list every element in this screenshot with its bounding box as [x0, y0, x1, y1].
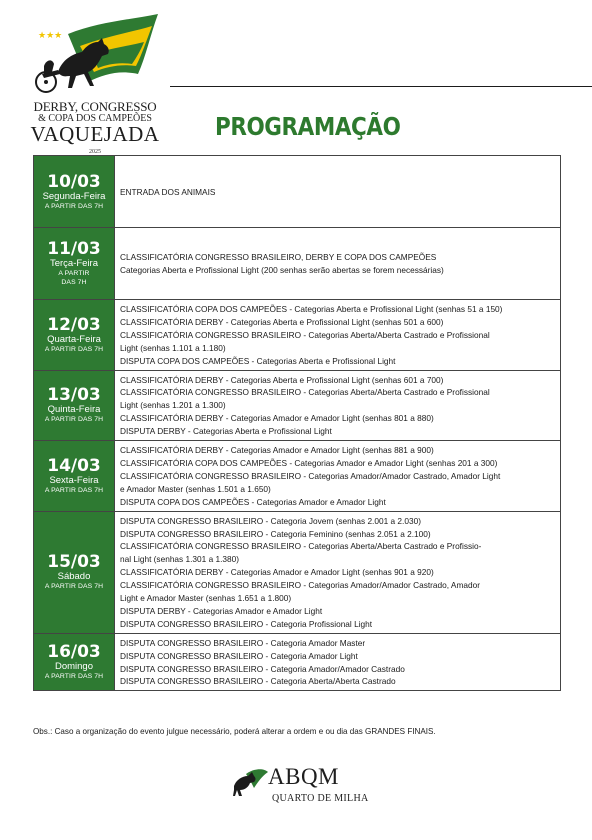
day-date: 16/03 — [47, 642, 101, 663]
event-line: ENTRADA DOS ANIMAIS — [120, 186, 216, 197]
event-line: CLASSIFICATÓRIA DERBY - Categorias Amador e Amador Light (senhas 901 a 920) — [120, 567, 434, 578]
date-cell — [34, 156, 115, 227]
schedule-day-row — [34, 300, 560, 371]
event-line: DISPUTA CONGRESSO BRASILEIRO - Categoria Amador Master — [120, 637, 366, 648]
day-weekday: Segunda-Feira — [42, 190, 106, 202]
day-start-time: A PARTIR DAS 7H — [44, 673, 104, 681]
schedule-day-row — [34, 228, 560, 300]
event-line: CLASSIFICATÓRIA CONGRESSO BRASILEIRO, DERBY E COPA DOS CAMPEÕES — [120, 252, 437, 263]
event-line: Light e Amador Master (senhas 1.651 a 1.800) — [120, 593, 292, 604]
date-cell — [34, 441, 115, 511]
logo-line-vaquejada: VAQUEJADA — [30, 122, 160, 146]
event-line: DISPUTA DERBY - Categorias Aberta e Profissional Light — [120, 426, 332, 437]
date-cell — [34, 512, 115, 633]
event-line: CLASSIFICATÓRIA DERBY - Categorias Amador e Amador Light (senhas 801 a 880) — [120, 413, 434, 424]
event-line: CLASSIFICATÓRIA DERBY - Categorias Amador e Amador Light (senhas 881 a 900) — [120, 445, 434, 456]
event-line: DISPUTA DERBY - Categorias Amador e Amador Light — [120, 605, 323, 616]
event-line: CLASSIFICATÓRIA COPA DOS CAMPEÕES - Categorias Amador e Amador Light (senhas 201 a 300) — [120, 457, 498, 468]
schedule-day-row — [34, 512, 560, 634]
event-line: DISPUTA CONGRESSO BRASILEIRO - Categoria Feminino (senhas 2.051 a 2.100) — [120, 528, 431, 539]
horse-race-logo-icon — [28, 12, 162, 102]
events-cell — [115, 300, 560, 370]
schedule-day-row — [34, 156, 560, 228]
abqm-horse-icon — [232, 766, 268, 796]
event-line: CLASSIFICATÓRIA COPA DOS CAMPEÕES - Categorias Aberta e Profissional Light (senhas 51 a 150) — [120, 304, 503, 314]
day-date: 12/03 — [47, 314, 101, 335]
day-weekday: Quarta-Feira — [47, 333, 101, 345]
day-date: 14/03 — [47, 455, 101, 476]
events-cell — [115, 441, 560, 511]
day-start-time: DAS 7H — [61, 279, 87, 286]
day-weekday: Domingo — [54, 661, 94, 673]
event-line: CLASSIFICATÓRIA CONGRESSO BRASILEIRO - Categorias Aberta/Aberta Castrado e Profissional — [120, 329, 490, 340]
event-line: DISPUTA CONGRESSO BRASILEIRO - Categoria Amador Light — [120, 650, 358, 661]
day-start-time: A PARTIR — [58, 270, 90, 277]
date-cell — [34, 300, 115, 370]
day-date: 11/03 — [47, 239, 101, 259]
event-line: DISPUTA CONGRESSO BRASILEIRO - Categoria Profissional Light — [120, 618, 373, 629]
event-line: DISPUTA COPA DOS CAMPEÕES - Categorias Amador e Amador Light — [120, 496, 386, 507]
day-date: 15/03 — [47, 552, 101, 573]
day-start-time: A PARTIR DAS 7H — [44, 202, 104, 210]
logo-year: 2025 — [89, 149, 101, 155]
abqm-logo-subtitle: QUARTO DE MILHA — [272, 793, 369, 804]
schedule-day-row — [34, 371, 560, 442]
logo-line-derby: DERBY, CONGRESSO — [33, 99, 157, 114]
events-cell — [115, 371, 560, 441]
event-line: DISPUTA CONGRESSO BRASILEIRO - Categoria Amador/Amador Castrado — [120, 663, 405, 674]
schedule-day-row — [34, 634, 560, 692]
day-start-time: A PARTIR DAS 7H — [44, 486, 104, 494]
events-cell — [115, 512, 560, 633]
day-weekday: Quinta-Feira — [47, 404, 101, 416]
svg-text:★★★: ★★★ — [38, 31, 63, 41]
event-line: Categorias Aberta e Profissional Light (200 senhas serão abertas se forem necessárias) — [120, 265, 444, 275]
day-start-time: A PARTIR DAS 7H — [44, 416, 104, 424]
page-title: PROGRAMAÇÃO — [215, 112, 401, 141]
date-cell — [34, 634, 115, 691]
events-cell — [115, 634, 560, 691]
event-line: Light (senhas 1.201 a 1.300) — [120, 400, 226, 411]
day-weekday: Sexta-Feira — [49, 474, 99, 486]
event-line: Light (senhas 1.101 a 1.180) — [120, 342, 226, 353]
header-divider — [170, 86, 592, 87]
day-start-time: A PARTIR DAS 7H — [44, 583, 104, 591]
day-date: 10/03 — [47, 171, 101, 192]
abqm-logo — [232, 762, 369, 814]
event-line: CLASSIFICATÓRIA CONGRESSO BRASILEIRO - Categorias Aberta/Aberta Castrado e Profissional — [120, 387, 490, 398]
event-line: nal Light (senhas 1.301 a 1.380) — [120, 554, 240, 565]
events-cell — [115, 228, 560, 299]
event-line: DISPUTA COPA DOS CAMPEÕES - Categorias Aberta e Profissional Light — [120, 355, 396, 366]
event-line: DISPUTA CONGRESSO BRASILEIRO - Categoria Aberta/Aberta Castrado — [120, 676, 396, 687]
event-logo — [28, 12, 162, 155]
date-cell — [34, 371, 115, 441]
day-start-time: A PARTIR DAS 7H — [44, 345, 104, 353]
event-line: CLASSIFICATÓRIA CONGRESSO BRASILEIRO - Categorias Amador/Amador Castrado, Amador Light — [120, 470, 501, 481]
event-line: CLASSIFICATÓRIA CONGRESSO BRASILEIRO - Categorias Aberta/Aberta Castrado e Profissio- — [120, 541, 482, 552]
schedule-table — [33, 155, 561, 691]
observation-note: Obs.: Caso a organização do evento julgue necessário, poderá alterar a ordem e ou dia das GRANDES FINAIS. — [33, 727, 436, 736]
event-line: e Amador Master (senhas 1.501 a 1.650) — [120, 483, 271, 494]
event-line: DISPUTA CONGRESSO BRASILEIRO - Categoria Jovem (senhas 2.001 a 2.030) — [120, 515, 421, 526]
day-date: 13/03 — [47, 385, 101, 406]
schedule-day-row — [34, 441, 560, 512]
event-line: CLASSIFICATÓRIA DERBY - Categorias Aberta e Profissional Light (senhas 501 a 600) — [120, 316, 444, 327]
abqm-logo-text: ABQM — [268, 764, 340, 789]
events-cell — [115, 156, 560, 227]
event-line: CLASSIFICATÓRIA DERBY - Categorias Aberta e Profissional Light (senhas 601 a 700) — [120, 374, 444, 385]
day-weekday: Terça-Feira — [49, 258, 99, 269]
day-weekday: Sábado — [57, 571, 91, 583]
logo-line-copa: & COPA DOS CAMPEÕES — [38, 113, 152, 124]
date-cell — [34, 228, 115, 299]
event-line: CLASSIFICATÓRIA CONGRESSO BRASILEIRO - Categorias Amador/Amador Castrado, Amador — [120, 580, 480, 591]
